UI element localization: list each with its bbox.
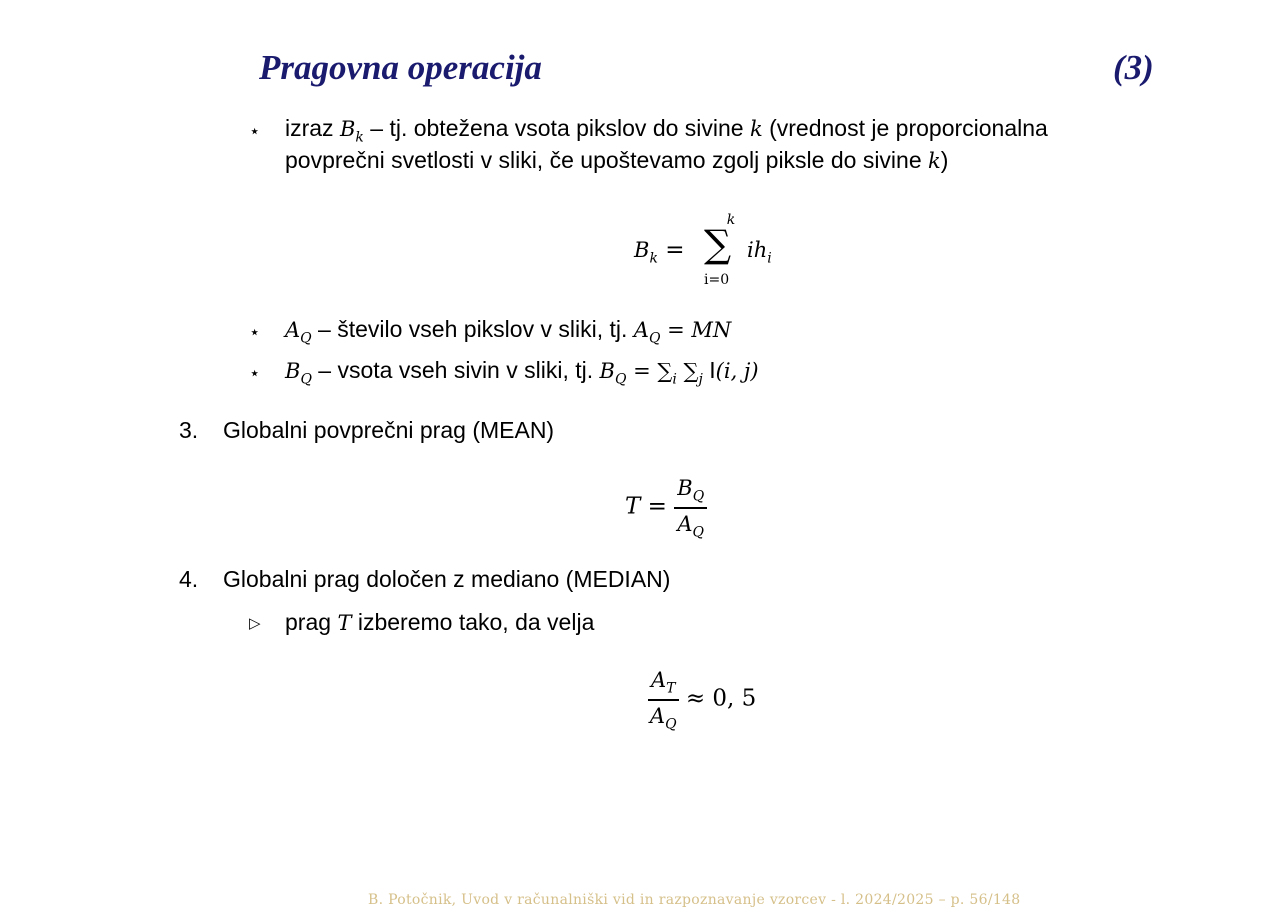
math-sub: j	[698, 371, 703, 388]
math-expr: (i, j)	[715, 359, 759, 383]
math-sub: T	[666, 680, 676, 697]
math-var: B	[599, 359, 615, 383]
equals-sign: =	[640, 493, 675, 520]
equals-sign: =	[657, 237, 685, 263]
math-var: ih	[747, 238, 768, 262]
fraction	[674, 475, 707, 540]
text: )	[940, 147, 949, 173]
star-bullet-icon: ⋆	[249, 121, 261, 141]
item-number: 3.	[179, 417, 199, 443]
item-label-mean: Globalni povprečni prag (MEAN)	[223, 417, 555, 443]
math-sub: Q	[648, 330, 661, 347]
math-sub: Q	[692, 524, 705, 541]
summation-icon: ∑	[704, 222, 732, 266]
text: – tj. obtežena vsota pikslov do sivine	[363, 115, 750, 141]
bullet-bk-line2	[285, 144, 948, 177]
text: – vsota vseh sivin v sliki, tj.	[311, 357, 600, 383]
item-number: 4.	[179, 566, 199, 592]
math-sub: Q	[614, 371, 627, 388]
slide-title: Pragovna operacija	[259, 48, 542, 87]
math-sub: Q	[300, 371, 312, 388]
math-var: B	[677, 476, 693, 500]
fraction	[648, 667, 679, 732]
bullet-bq	[285, 354, 759, 396]
equation-median	[648, 667, 756, 732]
triangle-bullet-icon: ▷	[249, 615, 261, 632]
math-var: A	[285, 318, 301, 342]
slide-section-number: (3)	[1113, 48, 1154, 87]
math-var: T	[625, 493, 641, 520]
math-var: k	[928, 149, 941, 173]
math-sub: i	[672, 371, 677, 388]
math-expr: = ∑	[626, 359, 673, 383]
math-sub: Q	[692, 488, 705, 505]
text: (vrednost je proporcionalna	[762, 115, 1048, 141]
math-var: k	[749, 117, 763, 141]
text: izberemo tako, da velja	[351, 609, 595, 635]
star-bullet-icon: ⋆	[249, 322, 261, 342]
math-var: A	[677, 511, 693, 536]
math-var: B	[339, 117, 356, 141]
bullet-aq	[285, 313, 731, 355]
star-bullet-icon: ⋆	[249, 363, 261, 383]
math-var: B	[285, 359, 301, 383]
text: izraz	[285, 115, 340, 141]
equation-mean	[625, 475, 707, 540]
math-var: T	[337, 611, 352, 635]
math-expr: = MN	[660, 318, 732, 342]
math-sub: Q	[300, 330, 312, 347]
item-label-median: Globalni prag določen z mediano (MEDIAN)	[223, 566, 671, 592]
math-var: A	[633, 318, 649, 342]
math-var: B	[634, 238, 650, 262]
sub-bullet-median	[285, 606, 594, 639]
text: – število vseh pikslov v sliki, tj.	[311, 316, 634, 342]
image-symbol: I	[702, 357, 716, 383]
text: prag	[285, 609, 338, 635]
equation-bk	[634, 210, 794, 294]
sum-lower-limit: i=0	[704, 272, 730, 288]
approx-value: ≈ 0, 5	[678, 685, 757, 712]
sum-upper-limit: k	[726, 212, 736, 228]
math-sub: k	[649, 250, 658, 267]
text: povprečni svetlosti v sliki, če upoštevamo zgolj piksle do sivine	[285, 147, 929, 173]
math-sub: Q	[665, 716, 677, 733]
math-var: A	[651, 668, 667, 692]
math-sub: k	[355, 129, 364, 146]
math-var: A	[649, 703, 666, 728]
math-expr: ∑	[676, 359, 699, 383]
footer: B. Potočnik, Uvod v računalniški vid in razpoznavanje vzorcev - l. 2024/2025 – p. 56/148	[368, 892, 1021, 908]
math-sub: i	[767, 250, 772, 267]
